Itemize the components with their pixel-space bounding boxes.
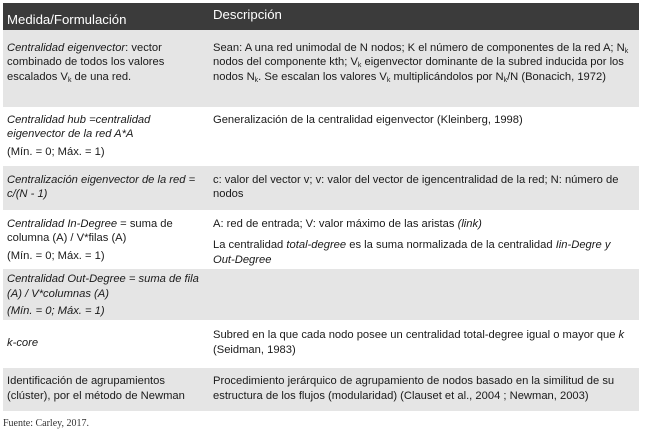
table-row — [3, 367, 639, 412]
cell-measure: Identificación de agrupamientos (clúster), por el método de Newman — [3, 367, 209, 412]
source-note: Fuente: Carley, 2017. — [3, 418, 90, 429]
cell-description: Sean: A una red unimodal de N nodos; K el número de componentes de la red A; $N_k$ nodos del componente kth; $V_k$ eigenvector dominante de la subred inducida por los nodos $N_k$. Se escalan los valores $V_k$ multiplicándolos por $N_k/N$ (Bonacich, 1972) — [209, 30, 639, 108]
cell-measure: Centralización eigenvector de la red = c/(N - 1) — [3, 165, 209, 211]
cell-measure: Centralidad hub =centralidad eigenvector de la red A*A (Mín. = 0; Máx. = 1) — [3, 108, 209, 165]
table-row — [3, 30, 639, 108]
cell-description — [209, 268, 639, 321]
cell-measure: Centralidad eigenvector: vector combinado de todos los valores escalados $V_k$ de una red. — [3, 30, 209, 108]
table-row — [3, 321, 639, 367]
header-description: Descripción — [209, 3, 639, 30]
cell-description: c: valor del vector v; v: valor del vector de igencentralidad de la red; N: número de nodos — [209, 165, 639, 211]
table-row — [3, 268, 639, 321]
cell-measure: k-core — [3, 321, 209, 367]
cell-description: Procedimiento jerárquico de agrupamiento de nodos basado en la similitud de su estructura de los flujos (modularidad) (Clauset et al., 2004 ; Newman, 2003) — [209, 367, 639, 412]
header-measure: Medida/Formulación — [3, 3, 209, 30]
measures-table — [3, 3, 639, 413]
cell-description: A: red de entrada; V: valor máximo de las aristas (link) La centralidad total-degree es la suma normalizada de la centralidad Iin-Degre y Out-Degree — [209, 211, 639, 268]
table-row — [3, 211, 639, 268]
table-row — [3, 165, 639, 211]
cell-measure: Centralidad Out-Degree = suma de fila (A) / V*columnas (A) (Mín. = 0; Máx. = 1) — [3, 268, 209, 321]
cell-description: Subred en la que cada nodo posee un centralidad total-degree igual o mayor que k (Seidman, 1983) — [209, 321, 639, 367]
table-header-row — [3, 3, 639, 30]
table-row — [3, 108, 639, 165]
cell-description: Generalización de la centralidad eigenvector (Kleinberg, 1998) — [209, 108, 639, 165]
cell-measure: Centralidad In-Degree = suma de columna (A) / V*filas (A) (Mín. = 0; Máx. = 1) — [3, 211, 209, 268]
